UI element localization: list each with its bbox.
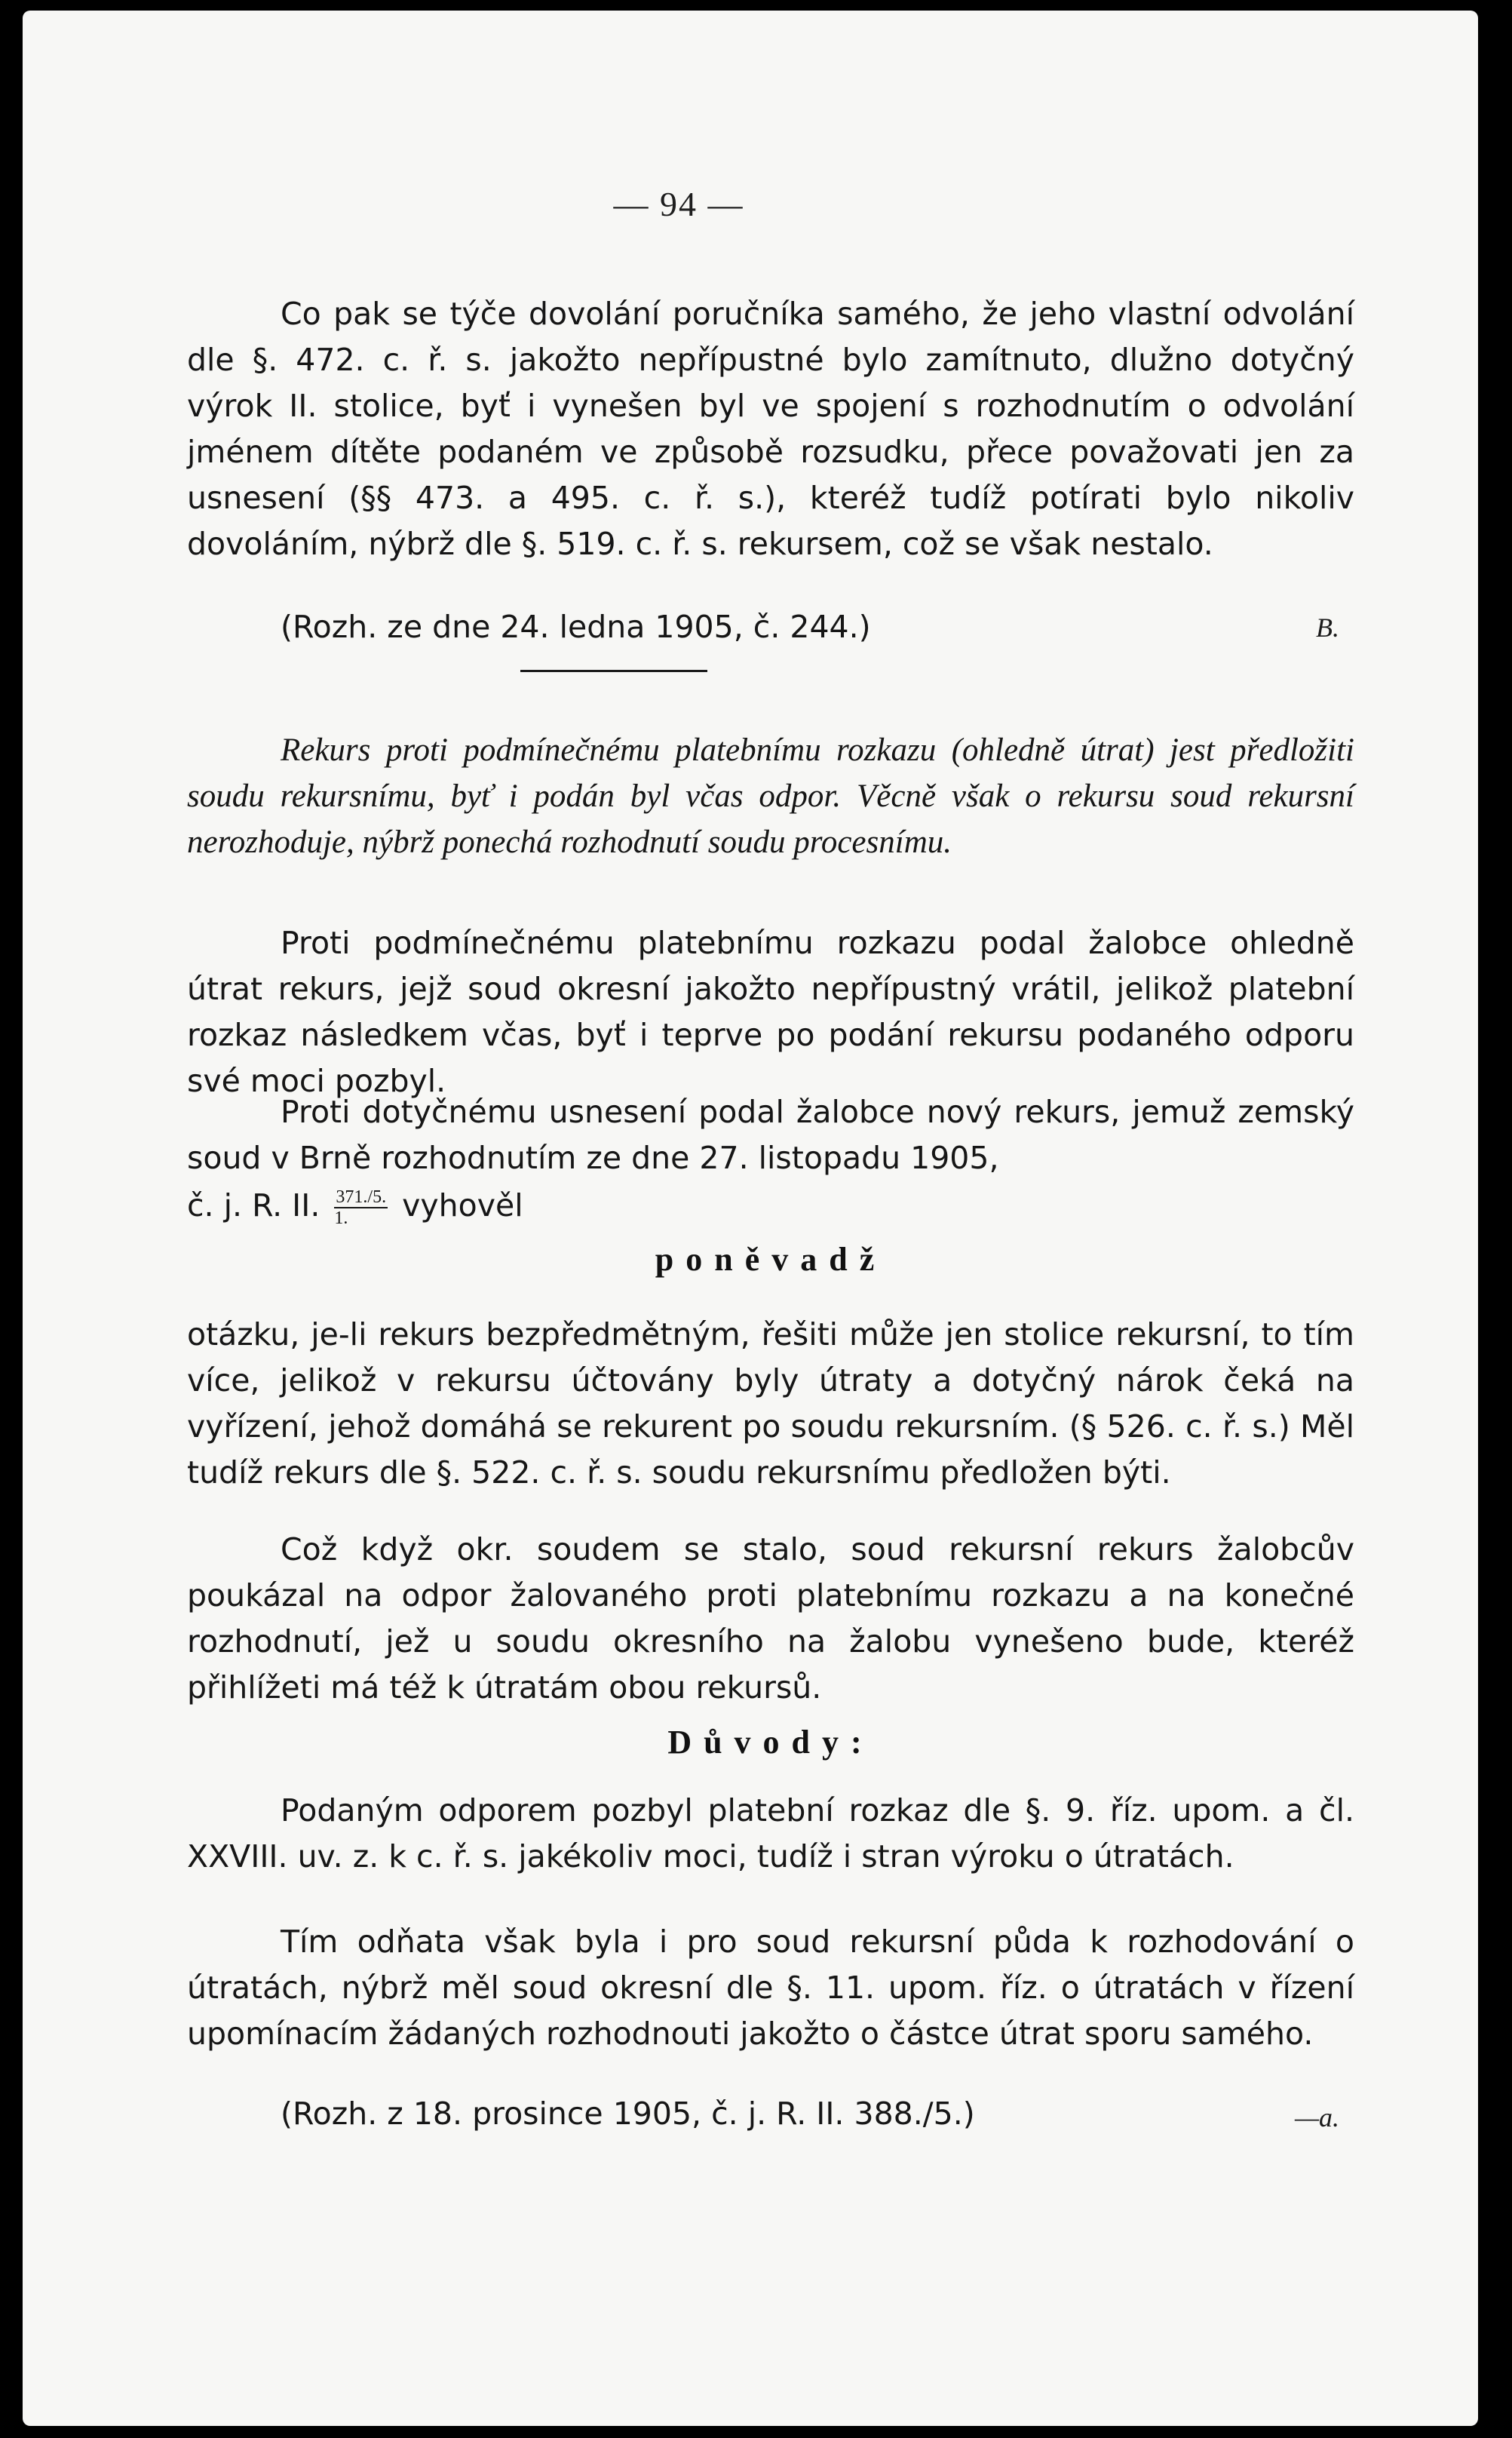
section-1 — [187, 291, 1354, 567]
body-paragraph: Proti podmínečnému platebnímu rozkazu podal žalobce ohledně útrat rekurs, jejž soud okresní jakožto nepřípustný vrátil, jelikož platební rozkaz následkem včas, byť i teprve po podání rekursu podaného odporu své moci pozbyl. — [187, 925, 1354, 1099]
duvody-citation-line — [187, 2091, 1354, 2137]
reference-suffix: vyhověl — [402, 1187, 523, 1224]
section-2-facts — [187, 920, 1354, 1104]
fraction-numerator: 371./5. — [336, 1187, 387, 1207]
document-page — [23, 11, 1478, 2426]
author-signature: —a. — [1294, 2102, 1339, 2132]
duvody-paragraph: Podaným odporem pozbyl platební rozkaz dle §. 9. říz. upom. a čl. XXVIII. uv. z. k c. ř. s. jakékoliv moci, tudíž i stran výroku o útratách. — [187, 1792, 1354, 1875]
citation-line — [187, 604, 1354, 650]
reference-prefix: č. j. R. II. — [187, 1187, 320, 1224]
duvody-heading: Důvody: — [667, 1724, 874, 1761]
case-reference — [187, 1183, 1354, 1229]
citation: (Rozh. z 18. prosince 1905, č. j. R. II. 388./5.) — [281, 2096, 975, 2132]
section-2-reasons — [187, 1312, 1354, 1496]
section-2-facts-2 — [187, 1089, 1354, 1229]
duvody-2 — [187, 1919, 1354, 2057]
fraction-denominator: 1. — [334, 1208, 348, 1228]
duvody-paragraph: Tím odňata však byla i pro soud rekursní půda k rozhodování o útratách, nýbrž měl soud okresní dle §. 11. upom. říz. o útratách v řízení upomínacím žádaných rozhodnouti jakožto o částce útrat sporu samého. — [187, 1924, 1354, 2052]
ponevadz-heading: poněvadž — [655, 1241, 887, 1278]
reason-paragraph: Což když okr. soudem se stalo, soud rekursní rekurs žalobcův poukázal na odpor žalovaného proti platebnímu rozkazu a na konečné rozhodnutí, jež u soudu okresního na žalobu vynešeno bude, kteréž přihlížeti má též k útratám obou rekursů. — [187, 1531, 1354, 1706]
section-2-reasons-2 — [187, 1527, 1354, 1711]
reason-paragraph: otázku, je-li rekurs bezpředmětným, řešiti může jen stolice rekursní, to tím více, jelikož v rekursu účtovány byly útraty a dotyčný nárok čeká na vyřízení, jehož domáhá se rekurent po soudu rekursním. (§ 526. c. ř. s.) Měl tudíž rekurs dle §. 522. c. ř. s. soudu rekursnímu předložen býti. — [187, 1316, 1354, 1491]
headnote: Rekurs proti podmínečnému platebnímu rozkazu (ohledně útrat) jest předložiti soudu rekursnímu, byť i podán byl včas odpor. Věcně však o rekursu soud rekursní nerozhoduje, nýbrž ponechá rozhodnutí soudu procesnímu. — [187, 732, 1354, 860]
section-divider — [520, 670, 707, 672]
body-paragraph: Proti dotyčnému usnesení podal žalobce nový rekurs, jemuž zemský soud v Brně rozhodnutím ze dne 27. listopadu 1905, — [187, 1094, 1354, 1176]
citation: (Rozh. ze dne 24. ledna 1905, č. 244.) — [281, 609, 871, 645]
page-number: — 94 — — [613, 185, 744, 223]
body-paragraph: Co pak se týče dovolání poručníka samého, že jeho vlastní odvolání dle §. 472. c. ř. s. jakožto nepřípustné bylo zamítnuto, dlužno dotyčný výrok II. stolice, byť i vynešen byl ve spojení s rozhodnutím o odvolání jménem dítěte podaném ve způsobě rozsudku, přece považovati jen za usnesení (§§ 473. a 495. c. ř. s.), kteréž tudíž potírati bylo nikoliv dovoláním, nýbrž dle §. 519. c. ř. s. rekursem, což se však nestalo. — [187, 296, 1354, 562]
author-signature: B. — [1316, 613, 1339, 643]
case-number-fraction — [334, 1187, 388, 1228]
duvody-1 — [187, 1788, 1354, 1880]
section-2-headnote — [187, 727, 1354, 865]
